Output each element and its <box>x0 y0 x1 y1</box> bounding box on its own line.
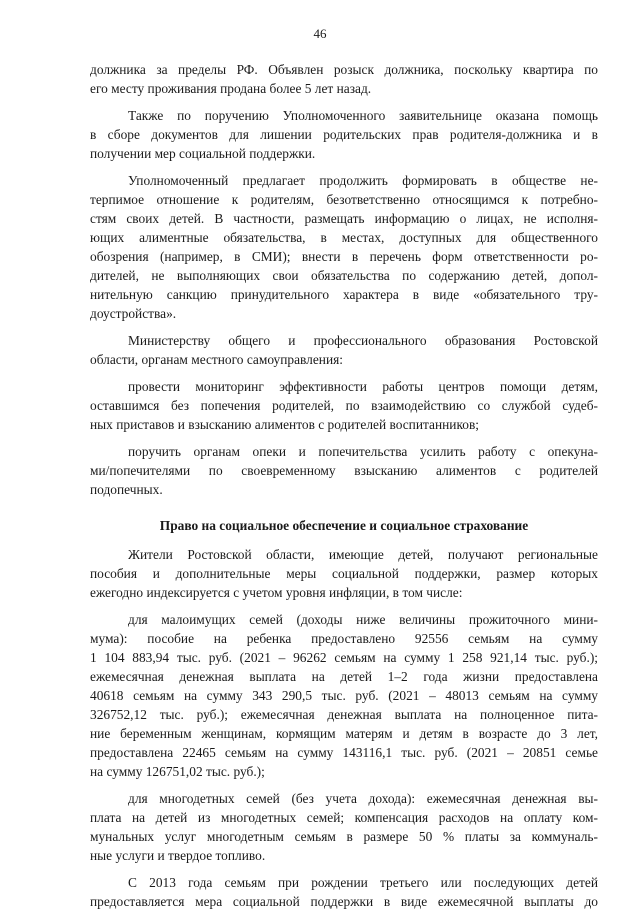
text-line: его месту проживания продана более 5 лет назад. <box>90 81 372 96</box>
page-content <box>90 60 598 911</box>
text-line: Министерству общего и профессионального образования Ростовской <box>128 333 598 348</box>
text-line: предоставлена 22465 семьям на сумму 143116,1 тыс. руб. (2021 – 20851 семье <box>90 745 598 760</box>
text-line: области, органам местного самоуправления: <box>90 352 344 367</box>
text-line: подопечных. <box>90 482 163 497</box>
page-number: 46 <box>313 26 327 41</box>
text-line: ние беременным женщинам, кормящим матерям и детям в возрасте до 3 лет, <box>90 726 598 741</box>
text-line: мума): пособие на ребенка предоставлено 92556 семьям на сумму <box>90 631 598 646</box>
paragraph-regional-benefits <box>90 545 598 602</box>
text-line: ных приставов и взысканию алиментов с родителей воспитанников; <box>90 417 480 432</box>
text-line: ежемесячная денежная выплата на детей 1–2 года жизни предоставлена <box>90 669 598 684</box>
paragraph-low-income-families <box>90 610 598 781</box>
text-line: обозрения (например, в СМИ); внести в перечень форм ответственности ро- <box>90 249 598 264</box>
text-line: на сумму 126751,02 тыс. руб.); <box>90 764 265 779</box>
text-line: пособия и дополнительные меры социальной поддержки, размер которых <box>90 566 598 581</box>
text-line: ми/попечителями по своевременному взысканию алиментов с родителей <box>90 463 598 478</box>
paragraph-assistance <box>90 106 598 163</box>
text-line: Жители Ростовской области, имеющие детей, получают региональные <box>128 547 598 562</box>
text-line: для многодетных семей (без учета дохода): ежемесячная денежная вы- <box>128 791 598 806</box>
text-line: ежегодно индексируется с учетом уровня инфляции, в том числе: <box>90 585 463 600</box>
text-line: Также по поручению Уполномоченного заявительнице оказана помощь <box>128 108 598 123</box>
text-line: С 2013 года семьям при рождении третьего или последующих детей <box>128 875 598 890</box>
text-line: стям своих детей. В частности, размещать информацию о лицах, не исполня- <box>90 211 598 226</box>
text-line: ные услуги и твердое топливо. <box>90 848 266 863</box>
paragraph-monitoring <box>90 377 598 434</box>
text-line: 326752,12 тыс. руб.); ежемесячная денежная выплата на полноценное пита- <box>90 707 598 722</box>
text-line: мунальных услуг многодетным семьям в размере 50 % платы за коммуналь- <box>90 829 598 844</box>
text-line: терпимое отношение к родителям, безответственно относящимся к потребно- <box>90 192 598 207</box>
text-line: дителей, не выполняющих свои обязательства по содержанию детей, допол- <box>90 268 598 283</box>
text-line: провести мониторинг эффективности работы центров помощи детям, <box>128 379 598 394</box>
section-heading: Право на социальное обеспечение и социальное страхование <box>159 518 529 533</box>
text-line: 40618 семьям на сумму 343 290,5 тыс. руб. (2021 – 48013 семьям на сумму <box>90 688 598 703</box>
text-line: для малоимущих семей (доходы ниже величины прожиточного мини- <box>128 612 598 627</box>
text-line: оставшимся без попечения родителей, по взаимодействию со службой судеб- <box>90 398 598 413</box>
text-line: доустройства». <box>90 306 177 321</box>
paragraph-debtor-search <box>90 60 598 98</box>
paragraph-ministry-address <box>90 331 598 369</box>
text-line: плата на детей из многодетных семей; компенсация расходов на оплату ком- <box>90 810 598 825</box>
text-line: должника за пределы РФ. Объявлен розыск должника, поскольку квартира по <box>90 62 598 77</box>
paragraph-large-families <box>90 789 598 865</box>
text-line: поручить органам опеки и попечительства усилить работу с опекуна- <box>128 444 598 459</box>
text-line: предоставляется мера социальной поддержки в виде ежемесячной выплаты до <box>90 894 598 909</box>
text-line: ющих алиментные обязательства, в местах, доступных для общественного <box>90 230 598 245</box>
paragraph-guardianship <box>90 442 598 499</box>
paragraph-third-child-payment <box>90 873 598 911</box>
text-line: нительную санкцию принудительного характера в виде «обязательного тру- <box>90 287 598 302</box>
text-line: в сборе документов для лишении родительских прав родителя-должника и в <box>90 127 598 142</box>
text-line: 1 104 883,94 тыс. руб. (2021 – 96262 семьям на сумму 1 258 921,14 тыс. руб.); <box>90 650 598 665</box>
text-line: получении мер социальной поддержки. <box>90 146 316 161</box>
text-line: Уполномоченный предлагает продолжить формировать в обществе не- <box>128 173 598 188</box>
paragraph-ombudsman-proposal <box>90 171 598 323</box>
